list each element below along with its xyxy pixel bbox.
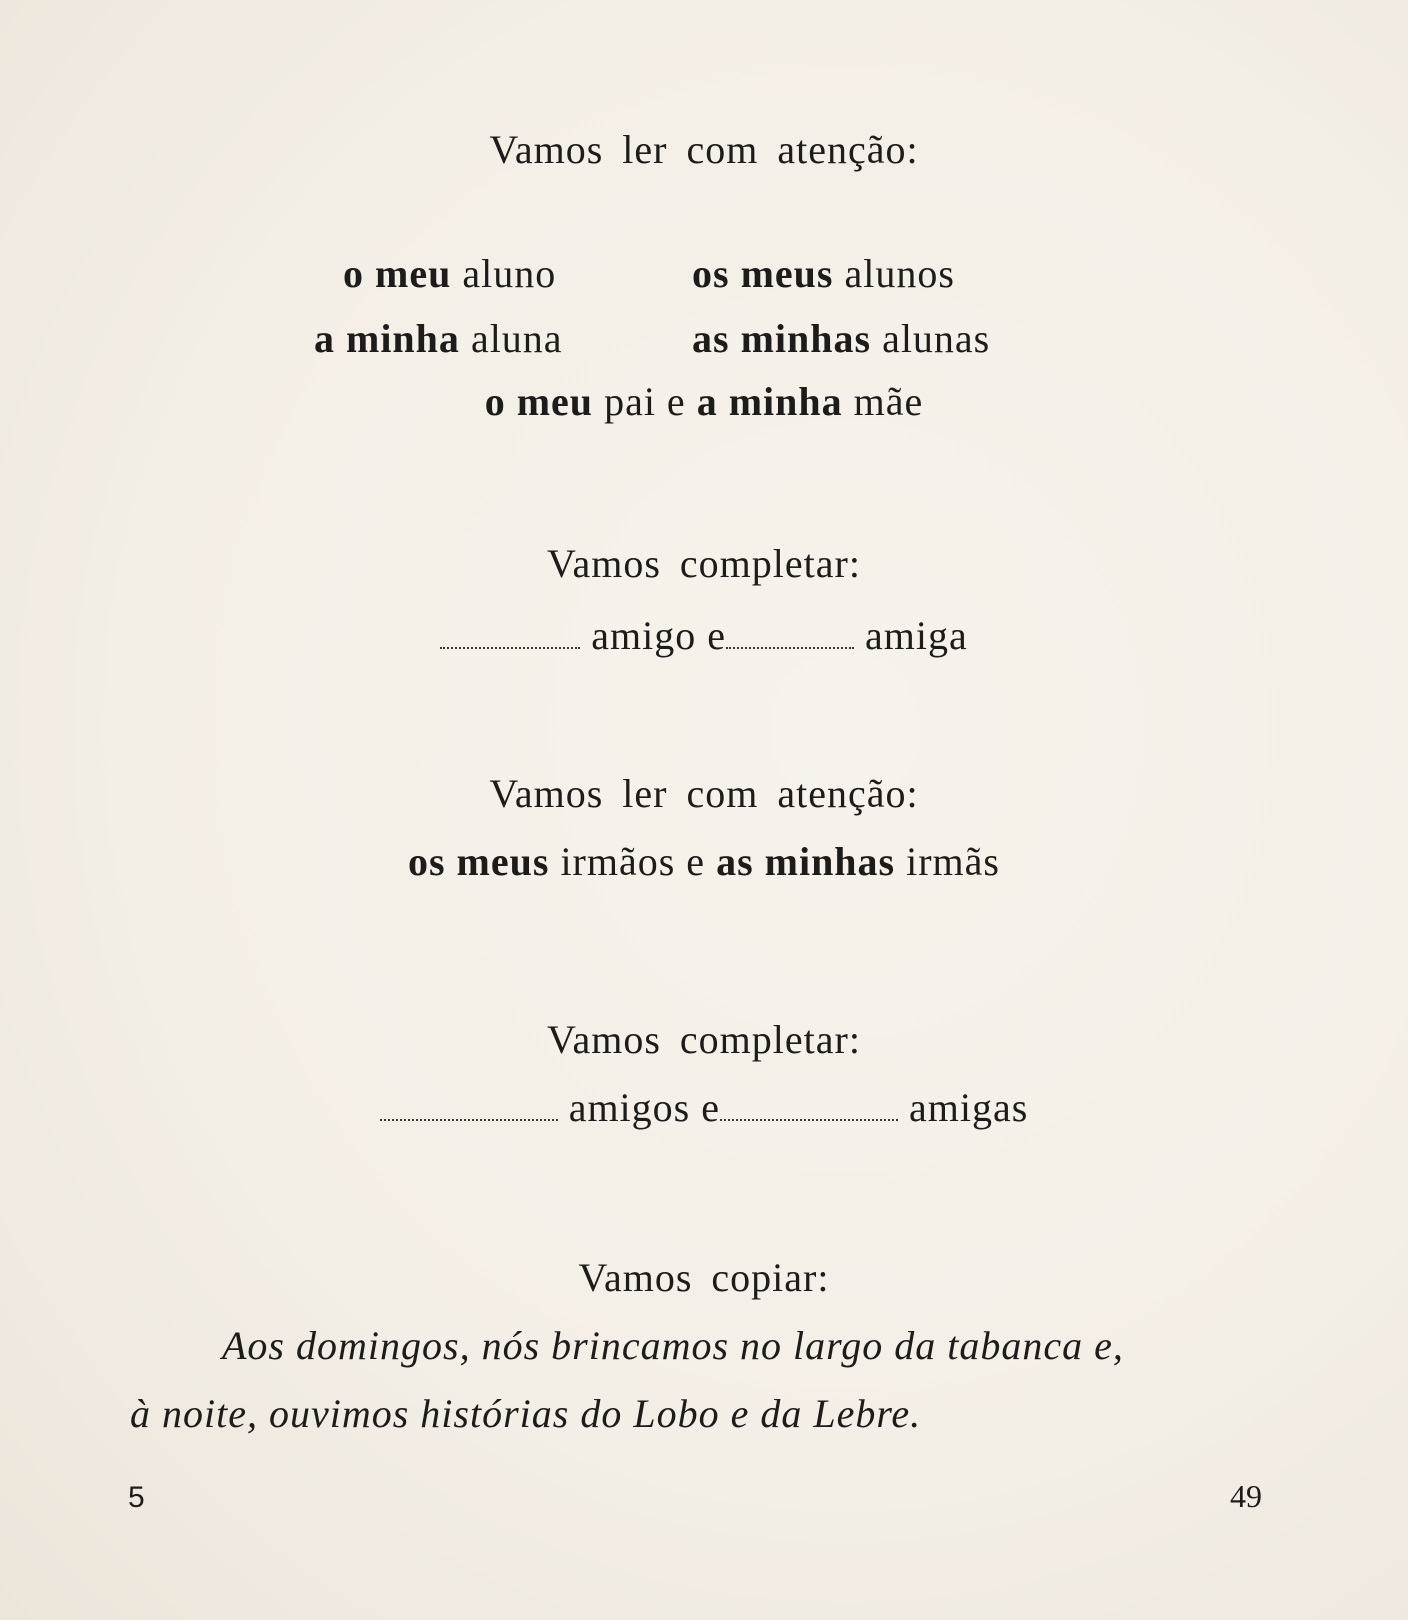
phrase-os-meus-alunos xyxy=(692,250,955,298)
word-text: amigos e xyxy=(557,1085,720,1130)
noun-text: irmãos e xyxy=(549,839,717,884)
heading-complete-2: Vamos completar: xyxy=(547,1017,861,1062)
noun-text: aluna xyxy=(459,316,563,361)
phrase-as-minhas-alunas xyxy=(692,315,990,363)
noun-text: mãe xyxy=(842,379,924,424)
possessive-bold: o meu xyxy=(343,251,452,296)
blank-line[interactable] xyxy=(726,617,854,649)
noun-text: irmãs xyxy=(895,839,1000,884)
phrase-a-minha-aluna xyxy=(314,315,563,363)
possessive-bold: o meu xyxy=(484,379,594,424)
possessive-bold: os meus xyxy=(692,251,834,296)
possessive-bold: a minha xyxy=(314,316,460,361)
possessive-bold: os meus xyxy=(407,839,550,884)
possessive-bold: as minhas xyxy=(716,839,896,884)
noun-text: aluno xyxy=(451,251,557,296)
noun-text: alunos xyxy=(833,251,955,296)
copy-sentence-line-2: à noite, ouvimos histórias do Lobo e da Lebre. xyxy=(130,1391,922,1436)
blank-line[interactable] xyxy=(380,1089,558,1121)
word-text: amigo e xyxy=(580,613,726,658)
word-text: amiga xyxy=(854,613,968,658)
phrase-o-meu-aluno xyxy=(343,250,556,298)
copy-sentence-line-1: Aos domingos, nós brincamos no largo da tabanca e, xyxy=(222,1323,1124,1368)
blank-line[interactable] xyxy=(440,617,580,649)
page-number: 49 xyxy=(1230,1478,1262,1514)
phrase-pai-e-mae xyxy=(0,378,1408,426)
possessive-bold: a minha xyxy=(696,379,843,424)
heading-read-attention-2: Vamos ler com atenção: xyxy=(489,771,919,816)
fill-in-amigo-amiga xyxy=(0,612,1408,660)
sheet-number: 5 xyxy=(128,1481,145,1514)
blank-line[interactable] xyxy=(720,1089,898,1121)
possessive-bold: as minhas xyxy=(692,316,872,361)
noun-text: pai e xyxy=(593,379,697,424)
heading-read-attention-1: Vamos ler com atenção: xyxy=(489,127,919,172)
heading-copy: Vamos copiar: xyxy=(578,1255,830,1300)
phrase-irmaos-irmas xyxy=(0,838,1408,886)
noun-text: alunas xyxy=(871,316,991,361)
heading-complete-1: Vamos completar: xyxy=(547,541,861,586)
word-text: amigas xyxy=(898,1085,1029,1130)
fill-in-amigos-amigas xyxy=(0,1084,1408,1132)
